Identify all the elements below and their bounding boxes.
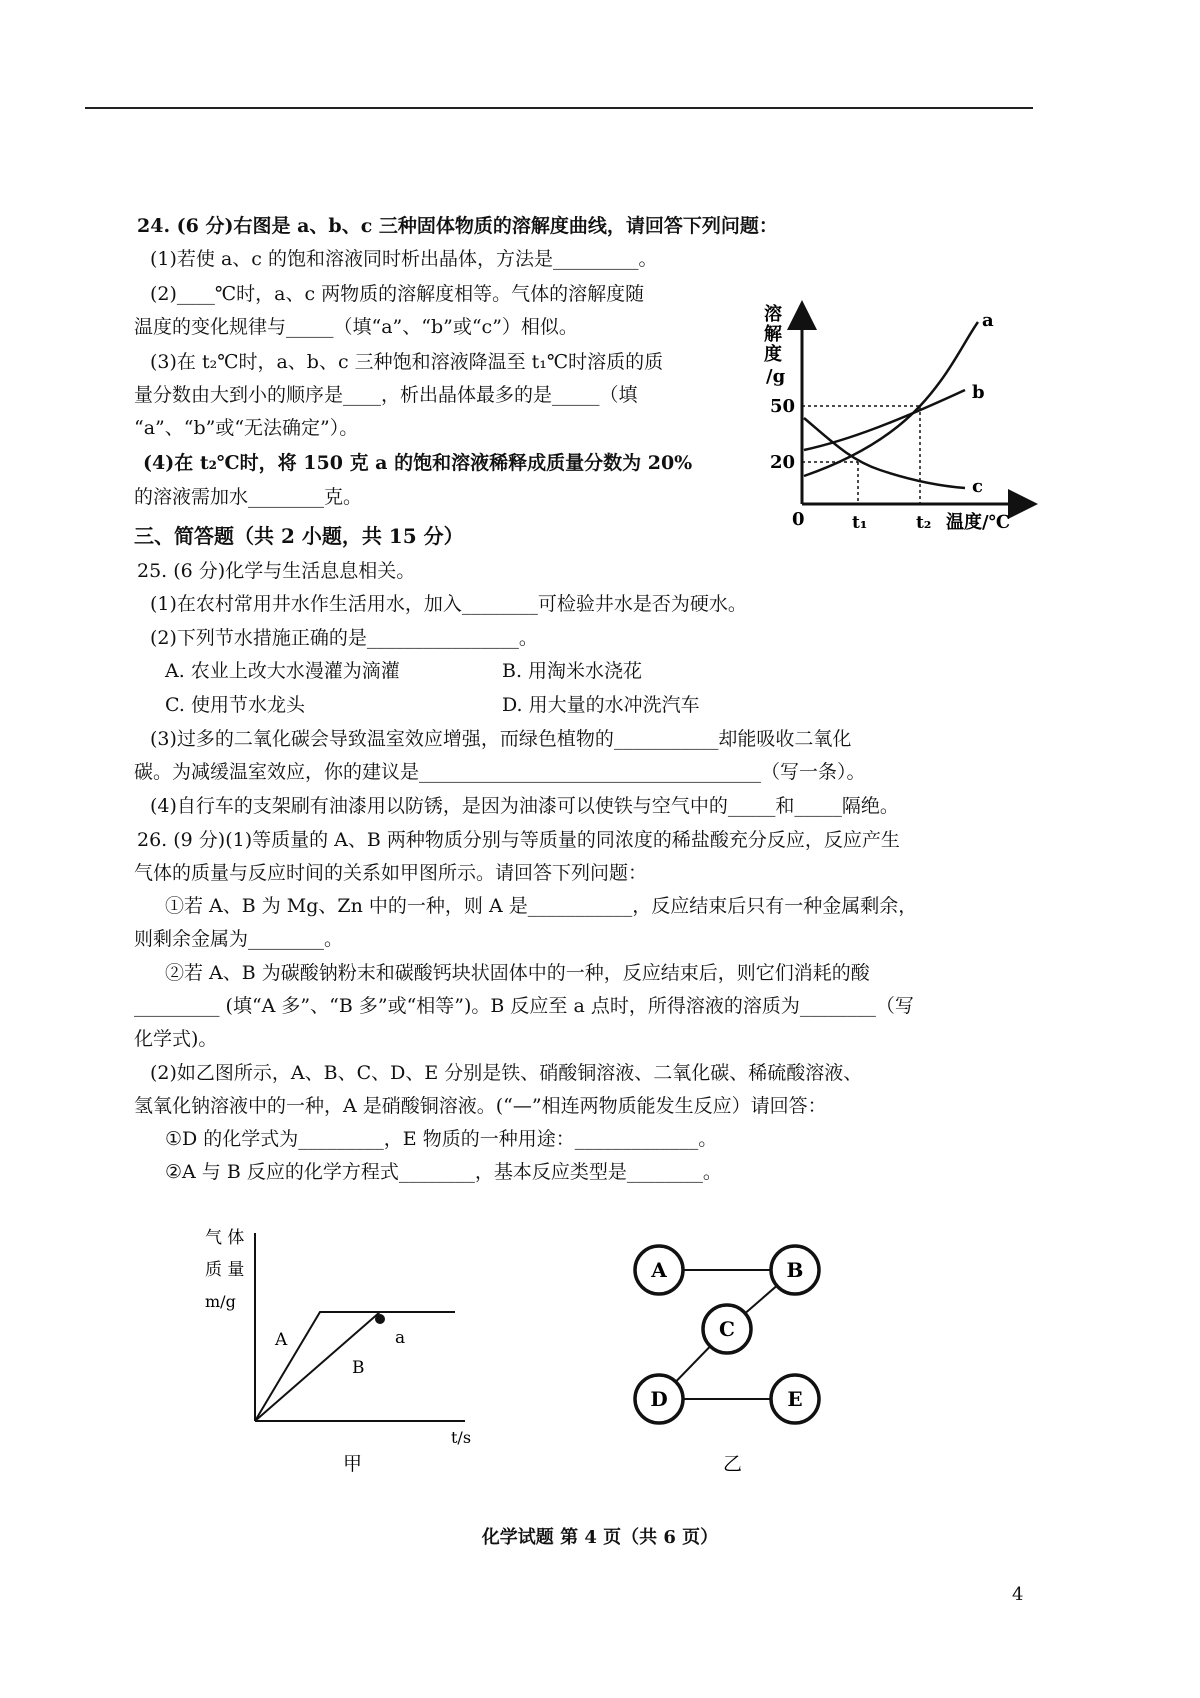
section3-title: 三、简答题（共 2 小题，共 15 分）: [134, 524, 464, 548]
x-axis-label: 温度/℃: [946, 512, 1011, 533]
ytick-50: 50: [770, 396, 796, 417]
curve-c-label: c: [972, 476, 983, 497]
jia-label-point: a: [395, 1328, 406, 1348]
q25-part4: (4)自行车的支架刷有油漆用以防锈，是因为油漆可以使铁与空气中的_____和_____隔绝。: [150, 795, 899, 817]
q24-part3-line3: “a”、“b”或“无法确定”）。: [134, 417, 359, 439]
q26-line11: ②A 与 B 反应的化学方程式________，基本反应类型是________。: [165, 1161, 722, 1183]
page-number: 4: [1012, 1584, 1024, 1605]
curve-b-label: b: [972, 382, 985, 403]
q26-line9: 氢氧化钠溶液中的一种，A 是硝酸铜溶液。(“—”相连两物质能发生反应）请回答：: [134, 1095, 827, 1117]
curve-b: [804, 390, 965, 450]
q24-part4-line1: (4)在 t₂℃时，将 150 克 a 的饱和溶液稀释成质量分数为 20%: [143, 452, 693, 474]
node-d: [635, 1375, 683, 1423]
q26-line5: ②若 A、B 为碳酸钠粉末和碳酸钙块状固体中的一种，反应结束后，则它们消耗的酸: [165, 962, 870, 984]
page-footer: 化学试题 第 4 页（共 6 页）: [481, 1527, 719, 1548]
q26-line8: (2)如乙图所示，A、B、C、D、E 分别是铁、硝酸铜溶液、二氧化碳、稀硫酸溶液、: [150, 1062, 863, 1084]
q25-stem: 25. (6 分)化学与生活息息相关。: [137, 560, 416, 582]
q26-line7: 化学式)。: [134, 1028, 218, 1050]
svg-text:D: D: [650, 1387, 668, 1411]
yi-caption: 乙: [723, 1453, 743, 1475]
jia-ylabel-2: 质 量: [205, 1260, 245, 1280]
q24-part2-line2: 温度的变化规律与_____（填“a”、“b”或“c”）相似。: [134, 316, 578, 338]
node-c: [703, 1305, 751, 1353]
q26-line4: 则剩余金属为________。: [134, 928, 344, 950]
q26-line6: _________ (填“A 多”、“B 多”或“相等”)。B 反应至 a 点时，所得溶液的溶质为________（写: [134, 995, 914, 1017]
figure-yi: [615, 1225, 855, 1475]
header-rule: [85, 107, 1033, 109]
solubility-chart: [760, 300, 1040, 540]
jia-ylabel-3: m/g: [205, 1292, 236, 1311]
jia-label-a-line: A: [275, 1330, 288, 1350]
jia-caption: 甲: [343, 1453, 363, 1475]
q24-part4-line2: 的溶液需加水________克。: [134, 486, 363, 508]
xtick-t2: t₂: [916, 513, 932, 533]
curve-a-label: a: [982, 310, 994, 331]
q26-line1: 26. (9 分)(1)等质量的 A、B 两种物质分别与等质量的同浓度的稀盐酸充分反应，反应产生: [137, 829, 900, 851]
q25-option-c: C. 使用节水龙头: [165, 694, 305, 716]
q25-option-d: D. 用大量的水冲洗汽车: [502, 694, 700, 716]
q26-line10: ①D 的化学式为_________，E 物质的一种用途：_____________。: [165, 1128, 718, 1150]
q25-part1: (1)在农村常用井水作生活用水，加入________可检验井水是否为硬水。: [150, 593, 747, 615]
curve-a: [804, 322, 978, 476]
y-axis-label-1: 溶: [764, 304, 782, 325]
q25-option-a: A. 农业上改大水漫灌为滴灌: [165, 660, 400, 682]
q24-part3-line2: 量分数由大到小的顺序是____，析出晶体最多的是_____（填: [134, 384, 638, 406]
jia-point-a: [375, 1314, 385, 1324]
q25-part3-line2: 碳。为减缓温室效应，你的建议是____________________________________（写一条）。: [134, 761, 866, 783]
figure-jia: [195, 1225, 475, 1475]
svg-text:E: E: [787, 1387, 803, 1411]
origin-label: 0: [792, 509, 805, 530]
node-a: [635, 1246, 683, 1294]
q24-part2-line1: (2)____℃时，a、c 两物质的溶解度相等。气体的溶解度随: [150, 283, 645, 305]
svg-text:C: C: [719, 1317, 735, 1341]
curve-c: [804, 418, 965, 488]
y-axis-label-4: /g: [766, 366, 786, 387]
q25-part3-line1: (3)过多的二氧化碳会导致温室效应增强，而绿色植物的___________却能吸收二氧化: [150, 728, 852, 750]
ytick-20: 20: [770, 452, 796, 473]
q25-part2: (2)下列节水措施正确的是________________。: [150, 627, 538, 649]
jia-label-b-line: B: [352, 1358, 365, 1378]
jia-ylabel-1: 气 体: [205, 1228, 245, 1248]
svg-text:B: B: [786, 1258, 804, 1282]
q24-part3-line1: (3)在 t₂℃时，a、b、c 三种饱和溶液降温至 t₁℃时溶质的质: [150, 351, 664, 373]
node-e: [771, 1375, 819, 1423]
jia-xlabel: t/s: [451, 1428, 472, 1447]
q26-line2: 气体的质量与反应时间的关系如甲图所示。请回答下列问题：: [134, 862, 648, 884]
q24-stem: 24. (6 分)右图是 a、b、c 三种固体物质的溶解度曲线，请回答下列问题：: [137, 215, 778, 237]
q24-part1: (1)若使 a、c 的饱和溶液同时析出晶体，方法是_________。: [150, 248, 658, 270]
xtick-t1: t₁: [852, 513, 868, 533]
node-b: [771, 1246, 819, 1294]
y-axis-label-2: 解: [764, 324, 782, 345]
y-axis-label-3: 度: [764, 344, 782, 365]
q26-line3: ①若 A、B 为 Mg、Zn 中的一种，则 A 是___________，反应结束后只有一种金属剩余，: [165, 895, 918, 917]
q25-option-b: B. 用淘米水浇花: [502, 660, 643, 682]
svg-text:A: A: [651, 1258, 667, 1282]
